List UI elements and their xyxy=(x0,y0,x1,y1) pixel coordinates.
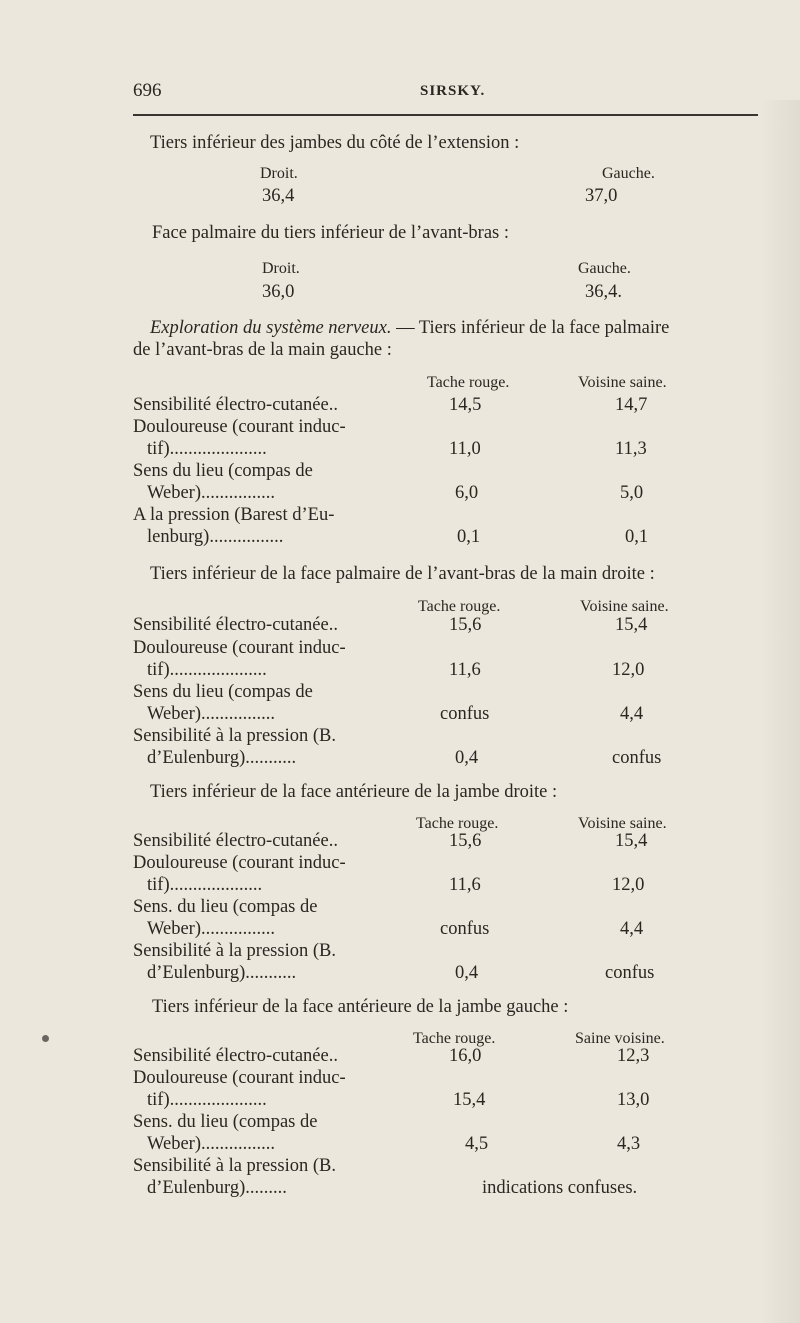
s5-col1-header: Tache rouge. xyxy=(416,815,499,832)
s4-row2-v2: 12,0 xyxy=(612,660,645,680)
s3-row3-v2: 5,0 xyxy=(620,483,644,503)
ink-spot xyxy=(42,1035,49,1042)
s3-col2-header: Voisine saine. xyxy=(578,374,667,391)
s6-title: Tiers inférieur de la face antérieure de la jambe gauche : xyxy=(152,997,569,1017)
s3-heading-line2: de l’avant-bras de la main gauche : xyxy=(133,340,392,360)
s2-title: Face palmaire du tiers inférieur de l’avant-bras : xyxy=(152,223,509,243)
s3-row3-label-line1: Sens du lieu (compas de xyxy=(133,461,313,481)
s5-row1-v1: 15,6 xyxy=(449,831,482,851)
s6-row4-label-line1: Sensibilité à la pression (B. xyxy=(133,1156,336,1176)
s4-col1-header: Tache rouge. xyxy=(418,598,501,615)
s4-row3-label-line1: Sens du lieu (compas de xyxy=(133,682,313,702)
s5-col2-header: Voisine saine. xyxy=(578,815,667,832)
s2-left-value: 36,0 xyxy=(262,282,295,302)
s6-row3-label-line1: Sens. du lieu (compas de xyxy=(133,1112,318,1132)
s1-title: Tiers inférieur des jambes du côté de l’extension : xyxy=(150,133,520,153)
s3-row1-v2: 14,7 xyxy=(615,395,648,415)
s3-heading xyxy=(150,317,669,339)
s5-row4-v1: 0,4 xyxy=(455,963,479,983)
s6-row2-v1: 15,4 xyxy=(453,1090,486,1110)
s6-row2-v2: 13,0 xyxy=(617,1090,650,1110)
s6-col1-header: Tache rouge. xyxy=(413,1030,496,1047)
s4-row3-v2: 4,4 xyxy=(620,704,644,724)
s6-row3-label-line2: Weber)................ xyxy=(147,1134,275,1154)
page-header xyxy=(133,80,758,110)
s4-row3-label-line2: Weber)................ xyxy=(147,704,275,724)
s3-heading-italic: Exploration du système nerveux. xyxy=(150,318,392,338)
s6-row1-v1: 16,0 xyxy=(449,1046,482,1066)
s5-row2-v1: 11,6 xyxy=(449,875,481,895)
s3-row1-v1: 14,5 xyxy=(449,395,482,415)
s3-row1-label: Sensibilité électro-cutanée.. xyxy=(133,395,338,415)
s3-row2-v1: 11,0 xyxy=(449,439,481,459)
s4-row2-label-line2: tif)..................... xyxy=(147,660,267,680)
page-edge-shadow xyxy=(760,100,800,1323)
s4-row4-v2: confus xyxy=(612,748,662,768)
header-rule xyxy=(133,114,758,116)
s6-row1-v2: 12,3 xyxy=(617,1046,650,1066)
s5-row4-v2: confus xyxy=(605,963,655,983)
s1-left-value: 36,4 xyxy=(262,186,295,206)
s1-left-label: Droit. xyxy=(260,165,298,182)
s1-right-label: Gauche. xyxy=(602,165,655,182)
s4-row1-label: Sensibilité électro-cutanée.. xyxy=(133,615,338,635)
s3-row2-label-line1: Douloureuse (courant induc- xyxy=(133,417,346,437)
s1-right-value: 37,0 xyxy=(585,186,618,206)
s5-row1-v2: 15,4 xyxy=(615,831,648,851)
s5-row2-label-line1: Douloureuse (courant induc- xyxy=(133,853,346,873)
s6-row1-label: Sensibilité électro-cutanée.. xyxy=(133,1046,338,1066)
s3-row3-label-line2: Weber)................ xyxy=(147,483,275,503)
s4-row4-label-line1: Sensibilité à la pression (B. xyxy=(133,726,336,746)
s4-row1-v1: 15,6 xyxy=(449,615,482,635)
s5-row3-label-line1: Sens. du lieu (compas de xyxy=(133,897,318,917)
s5-row3-label-line2: Weber)................ xyxy=(147,919,275,939)
s6-row2-label-line1: Douloureuse (courant induc- xyxy=(133,1068,346,1088)
s3-row4-label-line1: A la pression (Barest d’Eu- xyxy=(133,505,335,525)
s3-row4-label-line2: lenburg)................ xyxy=(147,527,284,547)
s5-title: Tiers inférieur de la face antérieure de la jambe droite : xyxy=(150,782,558,802)
s3-row2-v2: 11,3 xyxy=(615,439,647,459)
s3-heading-rest: — Tiers inférieur de la face palmaire xyxy=(391,318,670,338)
s5-row4-label-line2: d’Eulenburg)........... xyxy=(147,963,297,983)
s6-row2-label-line2: tif)..................... xyxy=(147,1090,267,1110)
s6-row4-label-line2: d’Eulenburg)......... xyxy=(147,1178,287,1198)
s3-row4-v2: 0,1 xyxy=(625,527,649,547)
s5-row2-label-line2: tif).................... xyxy=(147,875,263,895)
s3-row4-v1: 0,1 xyxy=(457,527,481,547)
s6-row3-v2: 4,3 xyxy=(617,1134,641,1154)
s3-row2-label-line2: tif)..................... xyxy=(147,439,267,459)
s5-row1-label: Sensibilité électro-cutanée.. xyxy=(133,831,338,851)
s4-row4-label-line2: d’Eulenburg)........... xyxy=(147,748,297,768)
s5-row3-v1: confus xyxy=(440,919,490,939)
s2-left-label: Droit. xyxy=(262,260,300,277)
s5-row4-label-line1: Sensibilité à la pression (B. xyxy=(133,941,336,961)
s4-title: Tiers inférieur de la face palmaire de l’avant-bras de la main droite : xyxy=(150,564,655,584)
s5-row2-v2: 12,0 xyxy=(612,875,645,895)
page-number: 696 xyxy=(133,80,162,101)
s3-col1-header: Tache rouge. xyxy=(427,374,510,391)
s4-row2-v1: 11,6 xyxy=(449,660,481,680)
s3-row3-v1: 6,0 xyxy=(455,483,479,503)
s6-col2-header: Saine voisine. xyxy=(575,1030,665,1047)
s4-row3-v1: confus xyxy=(440,704,490,724)
s5-row3-v2: 4,4 xyxy=(620,919,644,939)
s4-row1-v2: 15,4 xyxy=(615,615,648,635)
s2-right-label: Gauche. xyxy=(578,260,631,277)
s6-row4-v1: indications confuses. xyxy=(482,1178,638,1198)
s6-row3-v1: 4,5 xyxy=(465,1134,489,1154)
s4-col2-header: Voisine saine. xyxy=(580,598,669,615)
s4-row2-label-line1: Douloureuse (courant induc- xyxy=(133,638,346,658)
s2-right-value: 36,4. xyxy=(585,282,622,302)
s4-row4-v1: 0,4 xyxy=(455,748,479,768)
running-head: SIRSKY. xyxy=(420,83,486,99)
